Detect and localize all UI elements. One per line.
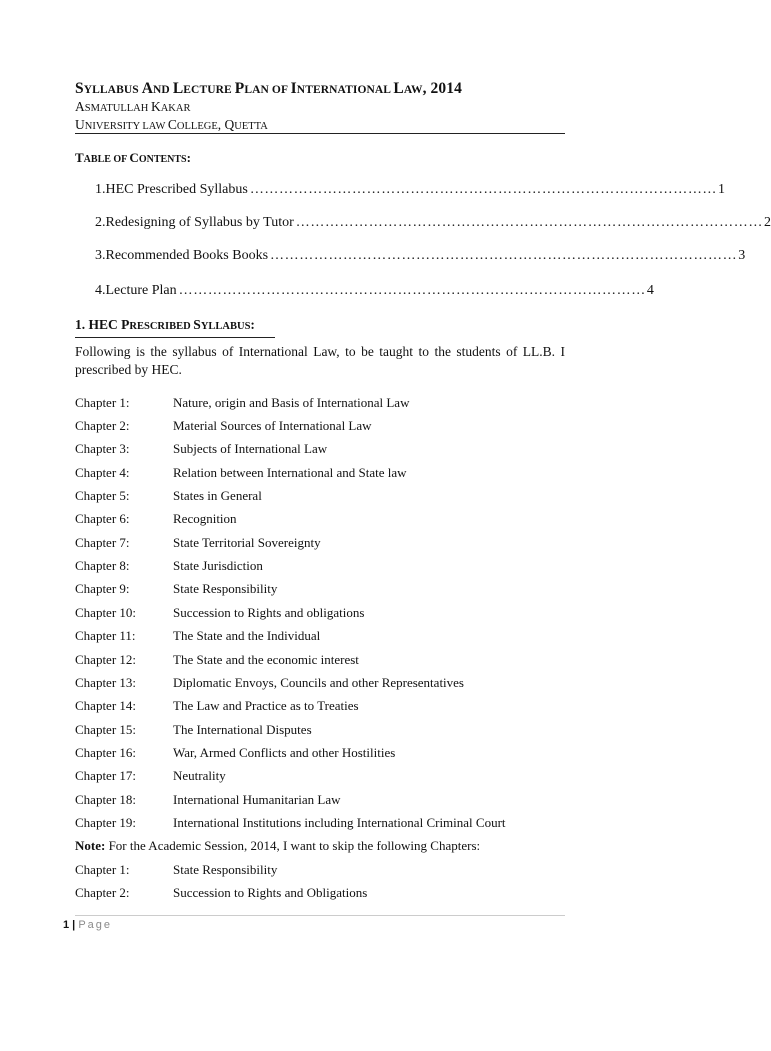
- title-part: LECTURE: [172, 80, 235, 97]
- chapter-label: Chapter 10:: [75, 605, 137, 620]
- chapter-label: Chapter 19:: [75, 815, 137, 830]
- chapter-title: The International Disputes: [173, 722, 312, 737]
- chapter-row: [75, 488, 565, 504]
- chapter-label: Chapter 5:: [75, 488, 130, 503]
- toc-leader-dots: ……………………………………………………………………………………: [249, 182, 718, 197]
- title-part: LAW: [393, 80, 423, 97]
- toc-item[interactable]: [95, 283, 654, 299]
- skipped-chapter-row: [75, 862, 565, 878]
- toc-item-number: 3.: [95, 248, 106, 263]
- title-part: SYLLABUS: [75, 80, 142, 97]
- chapter-row: [75, 675, 565, 691]
- toc-leader-dots: ……………………………………………………………………………………: [178, 283, 646, 298]
- chapter-label: Chapter 18:: [75, 792, 137, 807]
- title-part: , 2014: [422, 80, 462, 97]
- toc-item-title: HEC Prescribed Syllabus: [105, 182, 248, 197]
- chapter-row: [75, 535, 565, 551]
- chapter-title: State Territorial Sovereignty: [173, 535, 321, 550]
- toc-item[interactable]: [95, 215, 771, 231]
- chapter-label: Chapter 14:: [75, 698, 137, 713]
- chapter-label: Chapter 6:: [75, 511, 130, 526]
- chapter-row: [75, 558, 565, 574]
- chapter-title: State Responsibility: [173, 581, 278, 596]
- skipped-chapter-row: [75, 885, 565, 901]
- title-part: INTERNATIONAL: [290, 80, 394, 97]
- chapter-row: [75, 418, 565, 434]
- chapter-label: Chapter 12:: [75, 652, 137, 667]
- chapter-row: [75, 605, 565, 621]
- chapter-row: [75, 745, 565, 761]
- chapter-row: [75, 722, 565, 738]
- chapter-label: Chapter 16:: [75, 745, 137, 760]
- chapter-title: State Responsibility: [173, 862, 278, 877]
- chapter-title: International Institutions including International Criminal Court: [173, 815, 506, 830]
- chapter-row: [75, 628, 565, 644]
- title-part: AND: [141, 80, 173, 97]
- chapter-row: [75, 395, 565, 411]
- toc-item-title: Recommended Books Books: [105, 248, 269, 263]
- chapter-label: Chapter 8:: [75, 558, 130, 573]
- chapter-title: Relation between International and State law: [173, 465, 407, 480]
- note-label: Note:: [75, 838, 106, 853]
- toc-leader-dots: ……………………………………………………………………………………: [270, 248, 738, 263]
- chapter-row: [75, 511, 565, 527]
- header-divider: [75, 133, 565, 134]
- chapter-label: Chapter 1:: [75, 395, 130, 410]
- chapter-title: States in General: [173, 488, 262, 503]
- toc-item-page: 1: [718, 182, 726, 197]
- chapter-label: Chapter 11:: [75, 628, 136, 643]
- chapter-row: [75, 652, 565, 668]
- chapter-title: Subjects of International Law: [173, 441, 328, 456]
- chapter-label: Chapter 7:: [75, 535, 130, 550]
- chapter-title: Nature, origin and Basis of International Law: [173, 395, 410, 410]
- chapter-title: International Humanitarian Law: [173, 792, 341, 807]
- chapter-title: Succession to Rights and Obligations: [173, 885, 368, 900]
- toc-item[interactable]: [95, 248, 746, 264]
- chapter-label: Chapter 2:: [75, 418, 130, 433]
- chapter-row: [75, 465, 565, 481]
- note-paragraph: [75, 838, 480, 854]
- toc-item-number: 2.: [95, 215, 106, 230]
- chapter-title: The State and the Individual: [173, 628, 321, 643]
- toc-item[interactable]: [95, 182, 726, 198]
- page-label: Page: [78, 919, 113, 931]
- toc-item-title: Lecture Plan: [105, 283, 177, 298]
- chapter-title: Recognition: [173, 511, 237, 526]
- toc-item-page: 2: [763, 215, 771, 230]
- chapter-label: Chapter 15:: [75, 722, 137, 737]
- footer-divider: [75, 915, 565, 916]
- chapter-row: [75, 792, 565, 808]
- chapter-label: Chapter 9:: [75, 581, 130, 596]
- toc-item-page: 3: [738, 248, 746, 263]
- chapter-title: The Law and Practice as to Treaties: [173, 698, 359, 713]
- chapter-label: Chapter 1:: [75, 862, 130, 877]
- toc-item-page: 4: [646, 283, 654, 298]
- chapter-label: Chapter 2:: [75, 885, 130, 900]
- toc-item-number: 4.: [95, 283, 106, 298]
- toc-heading: TABLE OF CONTENTS:: [75, 150, 191, 165]
- chapter-row: [75, 815, 565, 831]
- chapter-title: Diplomatic Envoys, Councils and other Representatives: [173, 675, 464, 690]
- college-name: UNIVERSITY LAW COLLEGE, QUETTA: [75, 117, 268, 132]
- chapter-row: [75, 698, 565, 714]
- chapter-title: War, Armed Conflicts and other Hostilities: [173, 745, 396, 760]
- chapter-label: Chapter 13:: [75, 675, 137, 690]
- author-name: ASMATULLAH KAKAR: [75, 99, 191, 114]
- toc-item-number: 1.: [95, 182, 106, 197]
- chapter-label: Chapter 17:: [75, 768, 137, 783]
- chapter-label: Chapter 3:: [75, 441, 130, 456]
- title-part: PLAN OF: [234, 80, 291, 97]
- document-title: [75, 80, 462, 98]
- page-number: 1: [63, 919, 70, 931]
- chapter-title: Material Sources of International Law: [173, 418, 372, 433]
- chapter-row: [75, 441, 565, 457]
- chapter-row: [75, 768, 565, 784]
- toc-item-title: Redesigning of Syllabus by Tutor: [105, 215, 294, 230]
- chapter-title: Succession to Rights and obligations: [173, 605, 365, 620]
- chapter-title: Neutrality: [173, 768, 226, 783]
- chapter-title: State Jurisdiction: [173, 558, 263, 573]
- chapter-title: The State and the economic interest: [173, 652, 359, 667]
- chapter-row: [75, 581, 565, 597]
- section-heading-underline: [75, 337, 275, 338]
- page-footer: [63, 919, 112, 931]
- section-heading: 1. HEC PRESCRIBED SYLLABUS:: [75, 317, 255, 332]
- section-intro-paragraph: Following is the syllabus of International Law, to be taught to the students of LL.B. I prescribed by HEC.: [75, 344, 565, 377]
- note-text: For the Academic Session, 2014, I want to skip the following Chapters:: [105, 838, 481, 853]
- toc-leader-dots: ……………………………………………………………………………………: [295, 215, 763, 230]
- chapter-label: Chapter 4:: [75, 465, 130, 480]
- page-separator: |: [69, 919, 79, 931]
